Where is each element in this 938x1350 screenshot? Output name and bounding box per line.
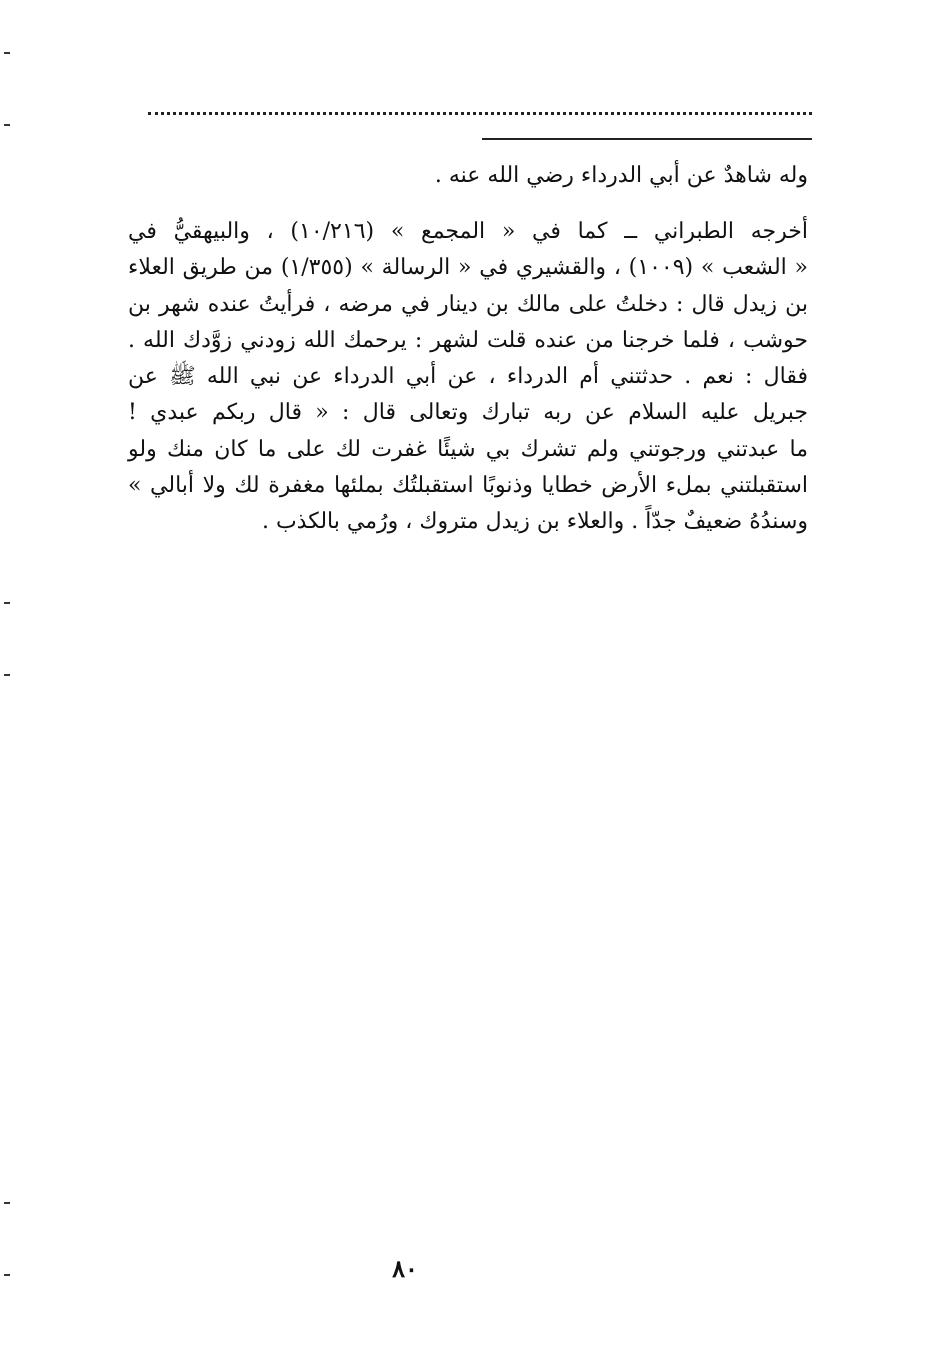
dotted-separator [148, 112, 812, 115]
body-line-6: جبريل عليه السلام عن ربه تبارك وتعالى قال : « قال ربكم عبدي ! [128, 400, 808, 426]
body-line-2: « الشعب » (١٠٠٩) ، والقشيري في « الرسالة » (١/٣٥٥) من طريق العلاء [128, 255, 808, 281]
intro-paragraph [128, 158, 808, 194]
body-line-9: وسندُهُ ضعيفٌ جدّاً . والعلاء بن زيدل متروك ، ورُمي بالكذب . [261, 509, 808, 535]
body-line-3: بن زيدل قال : دخلتُ على مالك بن دينار في مرضه ، فرأيتُ عنده شهر بن [128, 291, 808, 317]
scan-edge-mark [4, 1274, 10, 1276]
page-number: ٨٠ [392, 1254, 418, 1283]
intro-line: وله شاهدٌ عن أبي الدرداء رضي الله عنه . [434, 163, 808, 188]
body-line-1: أخرجه الطبراني ــ كما في « المجمع » (١٠/٢١٦) ، والبيهقيُّ في [128, 219, 808, 244]
body-line-4: حوشب ، فلما خرجنا من عنده قلت لشهر : يرحمك الله زودني زوَّدك الله . [128, 327, 808, 353]
scan-edge-mark [4, 1202, 10, 1204]
body-line-8: استقبلتني بملء الأرض خطايا وذنوبًا استقبلتُك بملئها مغفرة لك ولا أبالي » [128, 473, 808, 499]
scan-edge-mark [4, 674, 10, 676]
footnote-rule [482, 138, 812, 140]
scan-edge-mark [4, 52, 10, 54]
body-line-5: فقال : نعم . حدثتني أم الدرداء ، عن أبي الدرداء عن نبي الله ﷺ عن [128, 364, 808, 390]
scan-edge-mark [4, 124, 10, 126]
scan-edge-mark [4, 602, 10, 604]
body-line-7: ما عبدتني ورجوتني ولم تشرك بي شيئًا غفرت لك على ما كان منك ولو [128, 436, 808, 462]
hadith-paragraph [128, 214, 808, 541]
